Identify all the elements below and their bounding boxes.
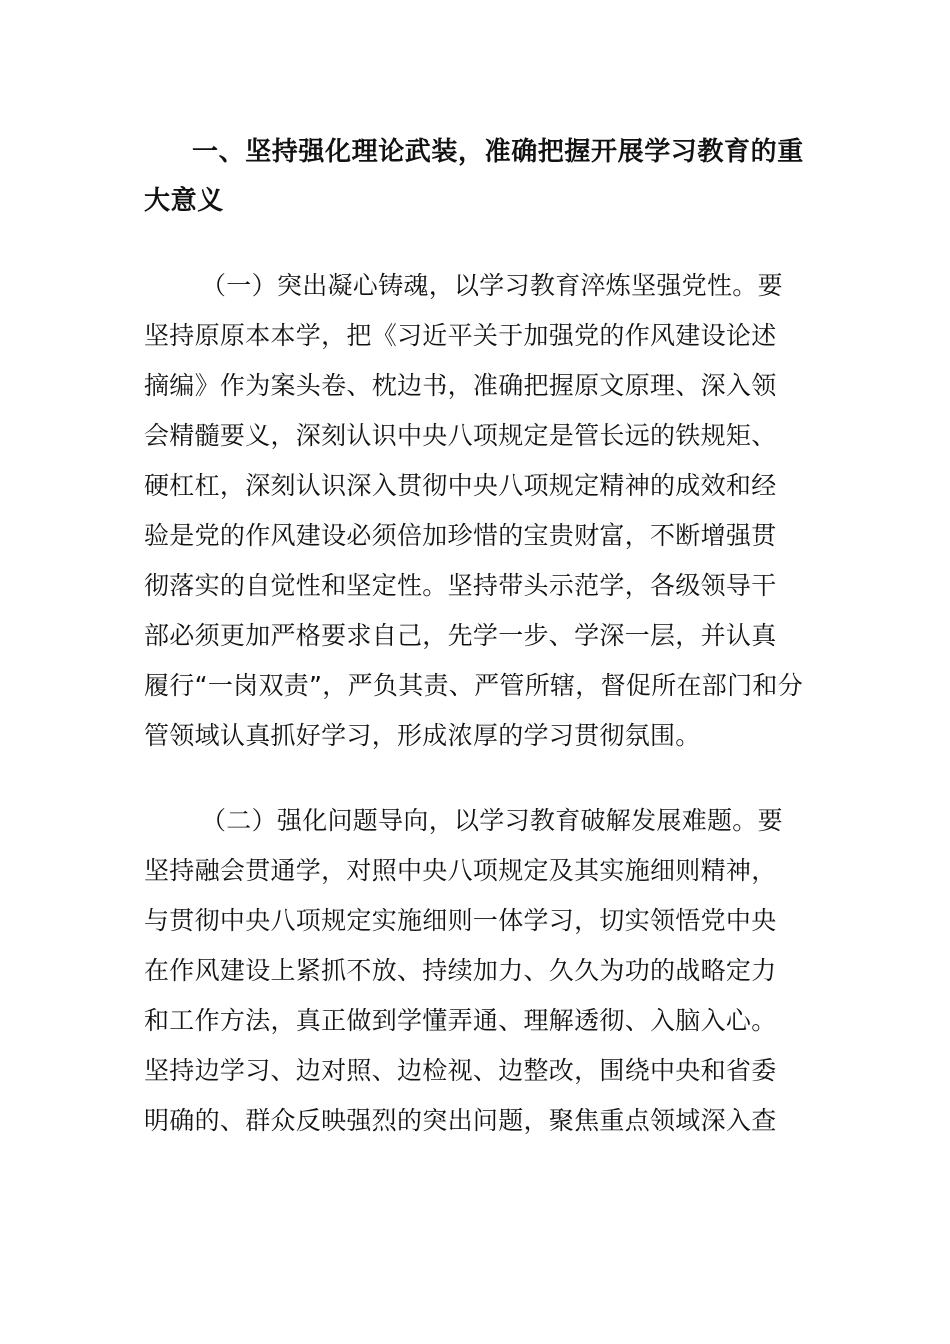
paragraph-2-line: （二）强化问题导向，以学习教育破解发展难题。要 <box>201 806 783 835</box>
paragraph-1-line: 验是党的作风建设必须倍加珍惜的宝贵财富，不断增强贯 <box>144 521 777 550</box>
paragraph-2-line: 明确的、群众反映强烈的突出问题，聚焦重点领域深入查 <box>144 1106 777 1135</box>
paragraph-1-line: 坚持原原本本学，把《习近平关于加强党的作风建设论述 <box>144 321 777 350</box>
paragraph-2-line: 坚持融会贯通学，对照中央八项规定及其实施细则精神， <box>144 856 777 885</box>
paragraph-1-line: 履行“一岗双责”，严负其责、严管所辖，督促所在部门和分 <box>144 671 804 700</box>
paragraph-2-line: 与贯彻中央八项规定实施细则一体学习，切实领悟党中央 <box>144 906 777 935</box>
paragraph-1-line: 硬杠杠，深刻认识深入贯彻中央八项规定精神的成效和经 <box>144 471 777 500</box>
paragraph-1-line: 彻落实的自觉性和坚定性。坚持带头示范学，各级领导干 <box>144 571 777 600</box>
paragraph-1-line: 部必须更加严格要求自己，先学一步、学深一层，并认真 <box>144 621 777 650</box>
paragraph-1-line: 会精髓要义，深刻认识中央八项规定是管长远的铁规矩、 <box>144 421 777 450</box>
paragraph-2-line: 在作风建设上紧抓不放、持续加力、久久为功的战略定力 <box>144 956 777 985</box>
paragraph-1-line: 管领域认真抓好学习，形成浓厚的学习贯彻氛围。 <box>144 721 701 750</box>
paragraph-1-line: （一）突出凝心铸魂，以学习教育淬炼坚强党性。要 <box>201 271 783 300</box>
paragraph-2-line: 坚持边学习、边对照、边检视、边整改，围绕中央和省委 <box>144 1056 777 1085</box>
paragraph-2-line: 和工作方法，真正做到学懂弄通、理解透彻、入脑入心。 <box>144 1006 777 1035</box>
paragraph-1-line: 摘编》作为案头卷、枕边书，准确把握原文原理、深入领 <box>144 371 777 400</box>
section-heading-line-1: 一、坚持强化理论武装，准确把握开展学习教育的重 <box>192 137 804 167</box>
section-heading-line-2: 大意义 <box>144 186 224 216</box>
